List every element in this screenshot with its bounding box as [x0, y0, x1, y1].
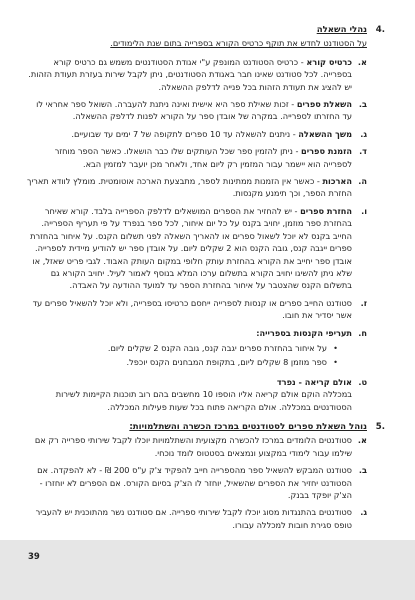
list-item: [25, 128, 385, 140]
fine-bullet: [25, 356, 352, 368]
item-label: ו.: [361, 205, 367, 216]
item-text: סטודנט המבקש להשאיל ספר מהספרייה חייב להפקיד צ'ק ע"ס 200 ₪ - לא להפקדה. אם הסטודנט יחזיר את הספרים שהשאיל, יוחזר לו הצ'ק בסיום הקורס. אם הספרים לא יוחזרו - הצ'ק יופקד בבנק.: [37, 465, 352, 500]
item-label: ז.: [360, 297, 367, 308]
bullet-text: על איחור בהחזרת ספרים יגבה קנס, גובה הקנס 2 שקלים ליום.: [107, 342, 327, 353]
list-item: [25, 297, 385, 322]
item-text: סטודנטים בהתנגדות מסוג יוכלו לקבל שירותי ספרייה. אם סטודנט נשר מהתוכנית יש להעביר טופס סגירת חובות למכללה עבורו.: [35, 507, 352, 530]
item-term: תעריפי הקנסות בספרייה:: [256, 327, 352, 338]
item-label: ב.: [358, 99, 367, 110]
list-item: [25, 506, 385, 531]
list-item: [25, 145, 385, 170]
item-label: ה.: [358, 176, 367, 187]
list-item: [25, 464, 385, 501]
item-term: משך ההשאלה: [298, 128, 352, 139]
item-label: א.: [357, 56, 367, 67]
item-text: סטודנט החייב ספרים או קנסות לספרייה ייחסם כרטיסו בספרייה, ולא יוכל להשאיל ספרים עד אשר יסדיר את חובו.: [32, 297, 352, 321]
item-label: א.: [357, 435, 367, 446]
item-label: ח.: [358, 327, 367, 338]
section-title: נוהל השאלת ספרים לסטודנטים במרכז הכשרה והשתלמויות:: [129, 421, 367, 432]
section-intro: על הסטודנט לחדש את תוקף כרטיס הקורא בספרייה בתום שנת הלימודים.: [110, 38, 367, 49]
item-label: ד.: [359, 146, 367, 157]
item-text: - ניתנים להשאלה עד 10 ספרים לתקופה של 7 ימים עד שבועיים.: [71, 128, 299, 139]
reading-room-item: [25, 376, 385, 413]
page-content: [25, 24, 385, 536]
section-4-heading: [25, 24, 385, 36]
item-term: הארכות: [322, 176, 352, 187]
list-item: [25, 56, 385, 93]
item-text: - זכות שאילת ספר היא אישית ואינה ניתנת להעברה. השואל ספר אחראי לו עד החזרתו לספרייה. במקרה של אובדן ספר על הקורא לפנות לדלפק ההשאלה.: [36, 99, 352, 122]
item-term: כרטיס קורא: [306, 56, 352, 67]
item-term: הזמנת ספרים: [301, 146, 352, 157]
list-item: [25, 175, 385, 200]
section-5-heading: [25, 421, 385, 433]
item-term: השאלת ספרים: [296, 99, 352, 110]
list-item: [25, 434, 385, 459]
bullet-text: ספר מוזמן 8 שקלים ליום, בתקופת המבחנים הקנס יוכפל.: [126, 357, 327, 368]
item-label: ב.: [358, 465, 367, 476]
item-text: במכללה הוקם אולם קריאה אליו הוספו 10 מחשבים בהם רוב תוכנות הקיימות לשירות הסטודנטים במכללה. אולם הקריאה פתוח בכל שעות פעילות המכללה.: [55, 389, 352, 412]
item-text: - כאשר אין הזמנות ממתינות לספר, מתבצעת הארכה אוטומטית. מומלץ לוודא תאריך החזרת הספר, וכך תימנע מקנסות.: [27, 176, 352, 199]
bullet-icon: •: [333, 342, 338, 353]
section-number: .5: [375, 421, 385, 432]
list-item: [25, 98, 385, 123]
item-text: סטודנטים הלומדים במרכז להכשרה מקצועית והשתלמויות יוכלו לקבל שירותי ספרייה רק אם שילמו עבור לימודי במקצוע ונמצאים בסטטוס לומד נוכחי.: [34, 435, 352, 458]
item-text: - יש להחזיר את הספרים המושאלים לדלפק הספרייה בלבד. קורא שאיחר בהחזרת ספר מוזמן, יחויב בקנס על כל יום איחור, לכל ספר בנפרד על פי תעריף הספרייה. החייב בקנס לא יוכל לשאול ספרים או להאריך השאלה לפני תשלום הקנס. על איחור בהחזרת ספרים ייגבה קנס, גובה הקנס הוא 2 שקלים ליום. על אובדן ספר יש להודיע מיידית לספרייה. אובדן ספר יחייב את הקורא בהחזרת עותק חלופי במקום העותק האבוד. לגבי פריט שאזל, או שלא ניתן להשיגו יחויב הקורא בתשלום ערכו המלא בנוסף לאמור לעיל. יחויב הקורא גם בתשלום הקנס שהצטבר על איחור בהחזרת הספר עד למועד ההודעה על האבדה.: [30, 205, 352, 291]
list-item: [25, 205, 385, 292]
fines-item: [25, 327, 385, 371]
item-text: - ניתן להזמין ספר שכל העותקים שלו כבר הושאלו. כאשר הספר מוחזר לספרייה הוא יישמר עבור המזמין רק ליום אחד, ולאחר מכן יועבר למזמין הבא.: [54, 146, 352, 169]
bullet-icon: •: [333, 357, 338, 368]
item-term: אולם קריאה - נפרד: [276, 376, 352, 387]
item-label: ט.: [358, 376, 367, 387]
item-text: - כרטיס הסטודנט המונפק ע"י אגודת הסטודנטים משמש גם כרטיס קורא בספרייה. לכל סטודנט שאינו חבר באגודת הסטודנטים, ניתן לקבל שירות בעזרת תעודת הזהות. יש להציג את תעודת הזהות בכל פנייה לדלפק ההשאלה.: [28, 56, 352, 92]
item-label: ג.: [360, 507, 367, 518]
page-footer: [0, 540, 415, 600]
item-term: החזרת ספרים: [300, 205, 352, 216]
fine-bullet: [25, 342, 352, 354]
page-number: 39: [28, 552, 40, 562]
section-title: נהלי השאלה: [316, 25, 367, 35]
item-label: ג.: [360, 128, 367, 139]
section-number: .4: [375, 25, 385, 35]
